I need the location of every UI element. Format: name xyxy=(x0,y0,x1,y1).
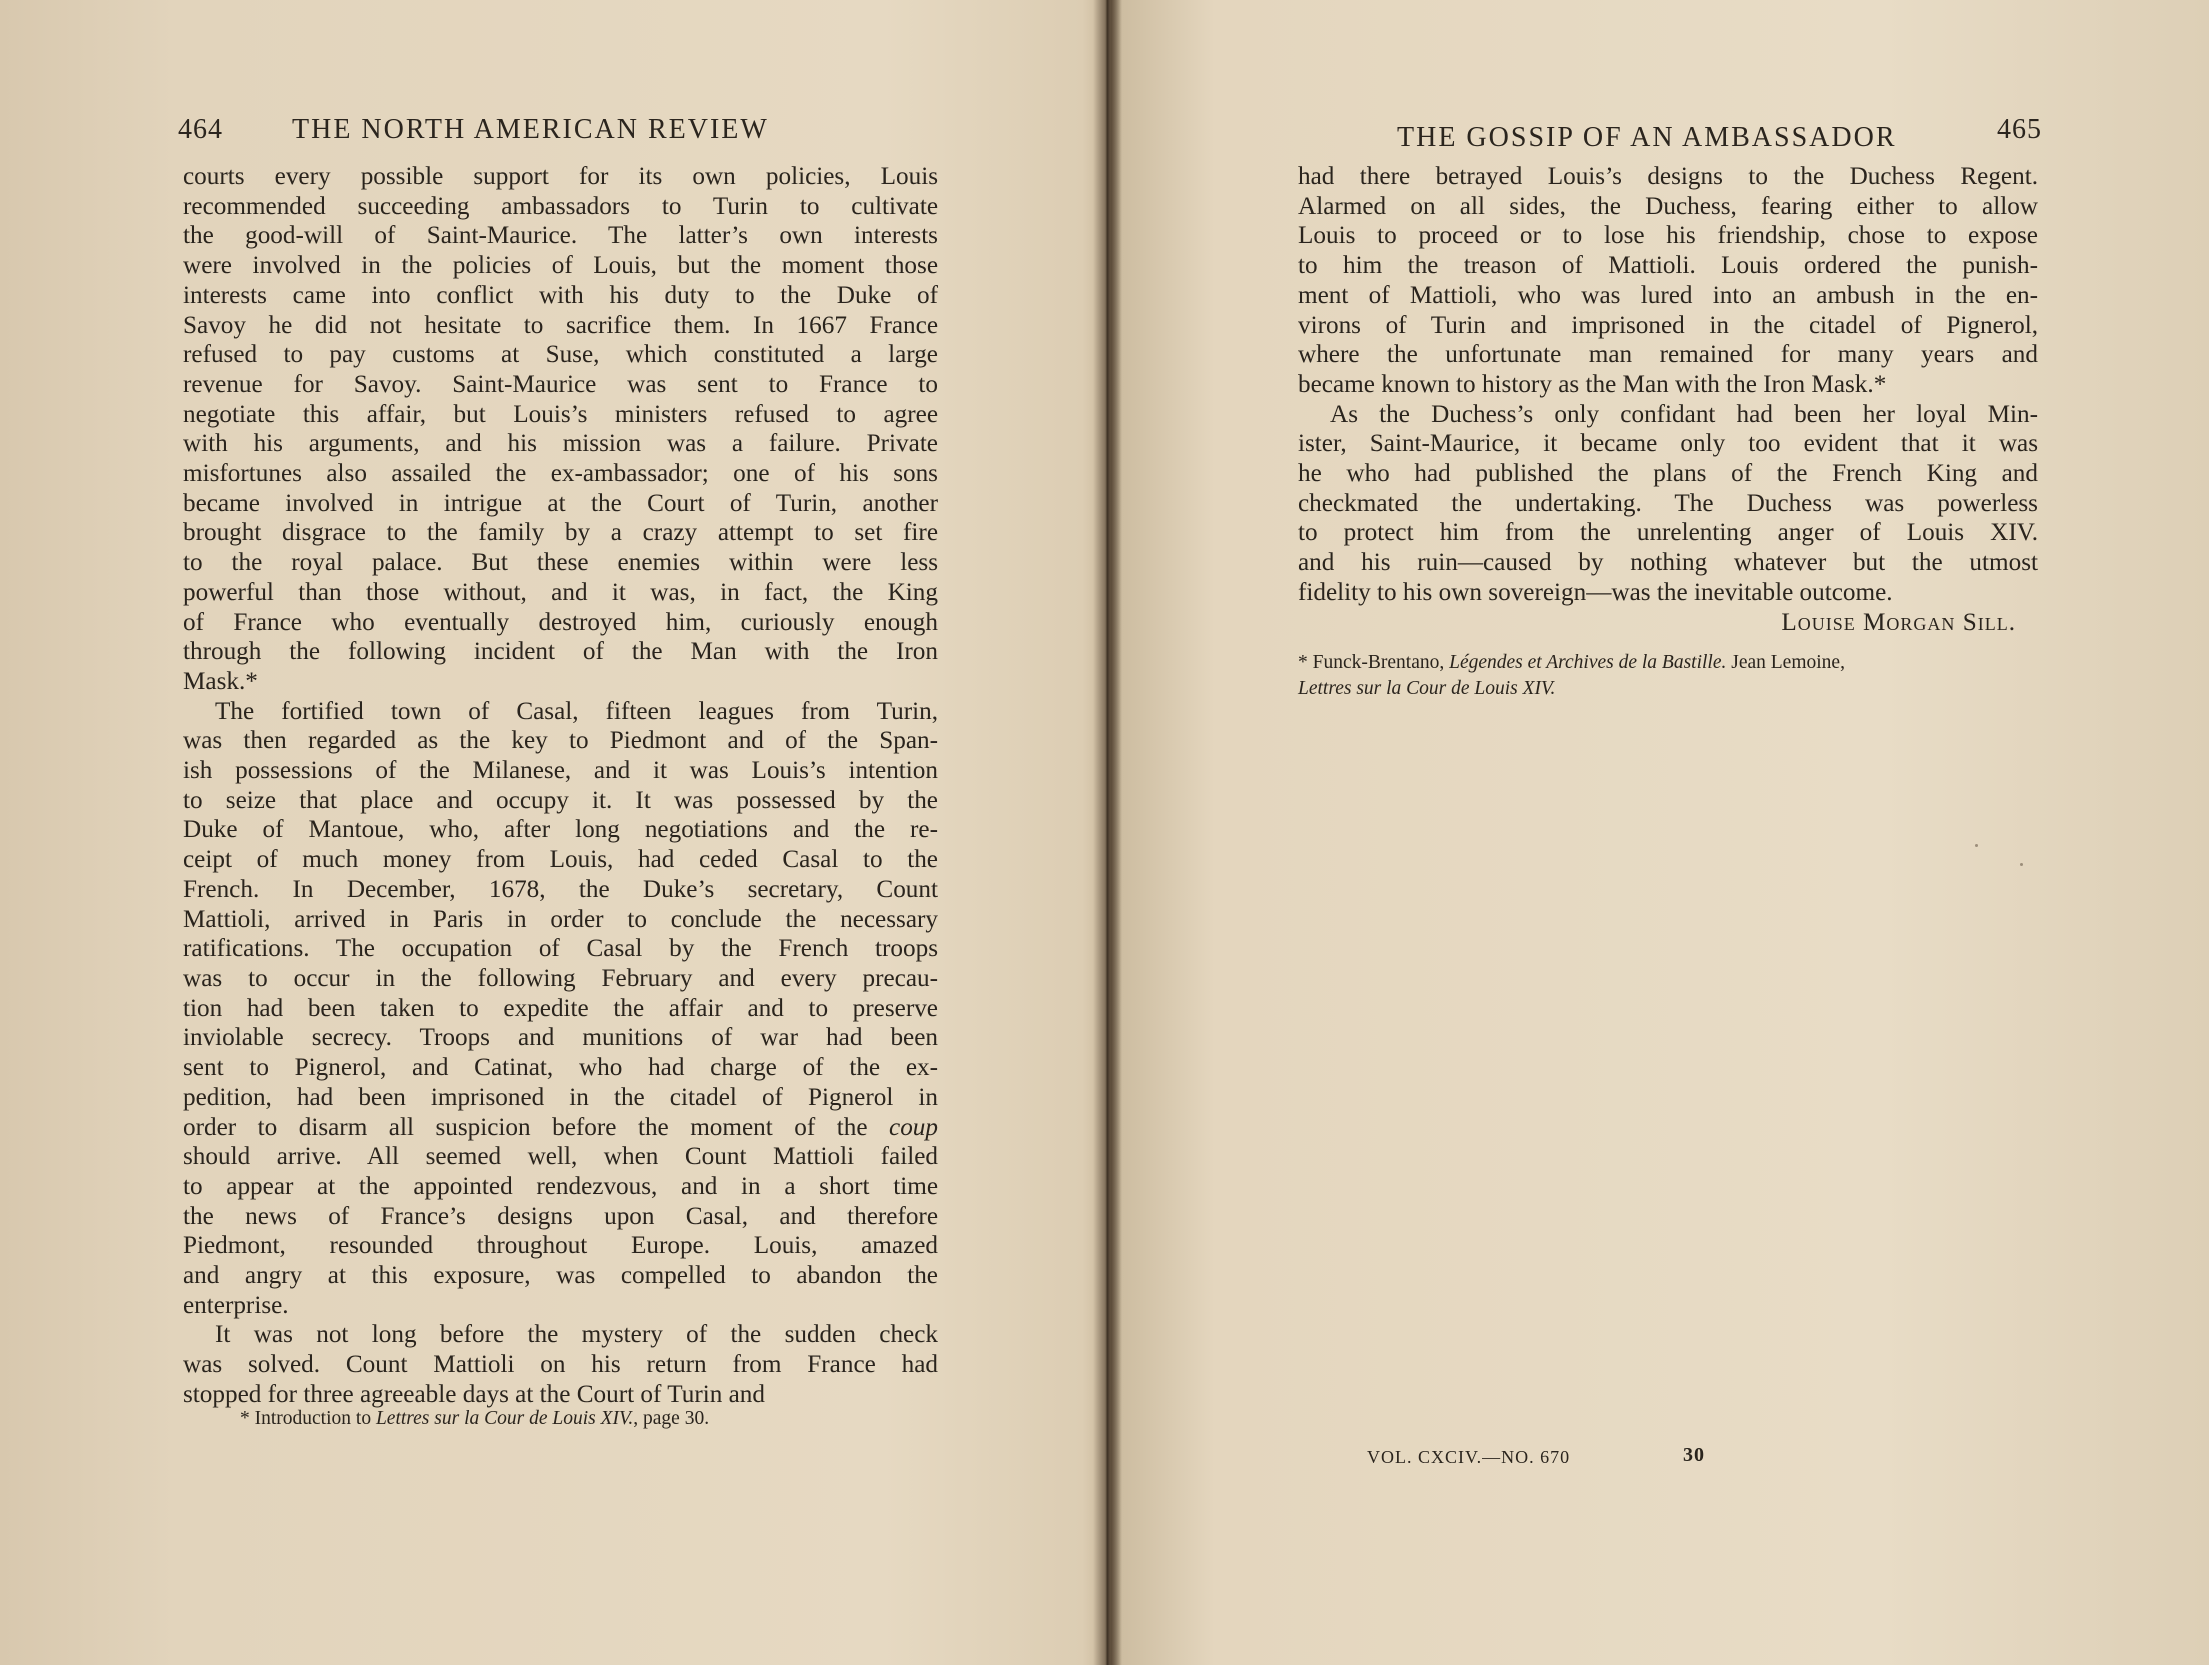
volume-signature: VOL. CXCIV.—NO. 670 xyxy=(1367,1447,1571,1467)
page-number: 464 xyxy=(178,114,223,145)
text-line: French. In December, 1678, the Duke’s secretary, Count xyxy=(183,875,938,903)
italic-word: coup xyxy=(889,1113,938,1141)
text-line: brought disgrace to the family by a crazy attempt to set fire xyxy=(183,519,938,547)
text-line: Alarmed on all sides, the Duchess, fearing either to allow xyxy=(1298,192,2038,220)
text-line: became known to history as the Man with the Iron Mask.* xyxy=(1298,370,1887,398)
page-number: 465 xyxy=(1997,114,2042,145)
body-text xyxy=(1298,162,2038,637)
text-line: Piedmont, resounded throughout Europe. Louis, amazed xyxy=(183,1232,938,1260)
text-line: to seize that place and occupy it. It was possessed by the xyxy=(183,786,938,814)
text-line: and angry at this exposure, was compelled to abandon the xyxy=(183,1262,938,1290)
text-line: misfortunes also assailed the ex-ambassador; one of his sons xyxy=(183,460,938,488)
text-line: negotiate this affair, but Louis’s ministers refused to agree xyxy=(183,400,938,428)
text-line: to the royal palace. But these enemies within were less xyxy=(183,549,938,577)
text-line: the good-will of Saint-Maurice. The latter’s own interests xyxy=(183,222,938,250)
left-page xyxy=(0,0,1093,1665)
text-line: As the Duchess’s only confidant had been her loyal Min- xyxy=(1330,400,2038,428)
text-line: The fortified town of Casal, fifteen leagues from Turin, xyxy=(215,697,938,725)
author-name: Louise Morgan Sill. xyxy=(1781,608,2016,636)
text-line: became involved in intrigue at the Court of Turin, another xyxy=(183,489,938,517)
text-line: fidelity to his own sovereign—was the inevitable outcome. xyxy=(1298,578,1893,606)
running-head: THE NORTH AMERICAN REVIEW xyxy=(292,114,769,145)
text-line: should arrive. All seemed well, when Count Mattioli failed xyxy=(183,1143,938,1171)
text-line: Duke of Mantoue, who, after long negotiations and the re- xyxy=(183,816,938,844)
text-line: stopped for three agreeable days at the Court of Turin and xyxy=(183,1380,765,1408)
text-line: Savoy he did not hesitate to sacrifice them. In 1667 France xyxy=(183,311,938,339)
paper-speck xyxy=(1975,844,1978,847)
footnote xyxy=(240,1406,709,1432)
text-line: courts every possible support for its own policies, Louis xyxy=(183,163,938,190)
text-line: to protect him from the unrelenting anger of Louis XIV. xyxy=(1298,519,2038,547)
text-line: ment of Mattioli, who was lured into an ambush in the en- xyxy=(1298,281,2038,309)
author-signature xyxy=(1298,608,2038,638)
paper-speck xyxy=(2020,863,2023,866)
text-line: he who had published the plans of the French King and xyxy=(1298,460,2038,488)
footnote-suffix: , page 30. xyxy=(633,1408,710,1429)
footnote-line xyxy=(1298,650,2038,676)
text-line: was to occur in the following February and every precau- xyxy=(183,964,938,992)
text-line: refused to pay customs at Suse, which constituted a large xyxy=(183,341,938,369)
footnote-title: Lettres sur la Cour de Louis XIV. xyxy=(375,1408,634,1429)
footnote-line xyxy=(1298,676,2038,702)
text-line: and his ruin—caused by nothing whatever but the utmost xyxy=(1298,549,2038,577)
text-line: where the unfortunate man remained for many years and xyxy=(1298,341,2038,369)
text-line: powerful than those without, and it was, in fact, the King xyxy=(183,578,938,606)
text-line: Mask.* xyxy=(183,667,258,695)
text-line: revenue for Savoy. Saint-Maurice was sent to France to xyxy=(183,370,938,398)
text-line: virons of Turin and imprisoned in the citadel of Pignerol, xyxy=(1298,311,2038,339)
text-line: sent to Pignerol, and Catinat, who had charge of the ex- xyxy=(183,1054,938,1082)
text-line: checkmated the undertaking. The Duchess was powerless xyxy=(1298,489,2038,517)
text-line: enterprise. xyxy=(183,1291,289,1319)
body-text xyxy=(183,162,938,1410)
text-line: ister, Saint-Maurice, it became only too evident that it was xyxy=(1298,430,2038,458)
text-line: tion had been taken to expedite the affair and to preserve xyxy=(183,994,938,1022)
text-line: inviolable secrecy. Troops and munitions of war had been xyxy=(183,1024,938,1052)
text-line: Mattioli, arrived in Paris in order to conclude the necessary xyxy=(183,905,938,933)
text-line: pedition, had been imprisoned in the citadel of Pignerol in xyxy=(183,1083,938,1111)
text-line: ceipt of much money from Louis, had ceded Casal to the xyxy=(183,846,938,874)
text-line: to appear at the appointed rendezvous, and in a short time xyxy=(183,1172,938,1200)
footnote-title: Légendes et Archives de la Bastille. xyxy=(1449,652,1727,673)
footnote-middle: Jean Lemoine, xyxy=(1726,652,1845,673)
book-gutter xyxy=(1093,0,1121,1665)
right-page xyxy=(1121,0,2209,1665)
gathering-number: 30 xyxy=(1683,1444,1705,1466)
footnote-title: Lettres sur la Cour de Louis XIV. xyxy=(1298,678,1556,699)
text-line: recommended succeeding ambassadors to Turin to cultivate xyxy=(183,192,938,220)
text-line: were involved in the policies of Louis, but the moment those xyxy=(183,252,938,280)
text-line: the news of France’s designs upon Casal, and therefore xyxy=(183,1202,938,1230)
text-line: It was not long before the mystery of the sudden check xyxy=(215,1321,938,1349)
footnote xyxy=(1298,650,2038,702)
text-line: of France who eventually destroyed him, curiously enough xyxy=(183,608,938,636)
text-line: order to disarm all suspicion before the moment of the coup xyxy=(183,1113,938,1141)
text-line: to him the treason of Mattioli. Louis ordered the punish- xyxy=(1298,252,2038,280)
footnote-prefix: * Funck-Brentano, xyxy=(1298,652,1450,673)
footnote-prefix: * Introduction to xyxy=(240,1408,376,1429)
text-line: with his arguments, and his mission was a failure. Private xyxy=(183,430,938,458)
text-line: through the following incident of the Man with the Iron xyxy=(183,638,938,666)
text-line: ratifications. The occupation of Casal by the French troops xyxy=(183,935,938,963)
text-line: was solved. Count Mattioli on his return from France had xyxy=(183,1351,938,1379)
text-line: ish possessions of the Milanese, and it was Louis’s intention xyxy=(183,757,938,785)
text-line: had there betrayed Louis’s designs to the Duchess Regent. xyxy=(1298,163,2038,190)
text-line: Louis to proceed or to lose his friendship, chose to expose xyxy=(1298,222,2038,250)
text-line: was then regarded as the key to Piedmont and of the Span- xyxy=(183,727,938,755)
text-line: interests came into conflict with his duty to the Duke of xyxy=(183,281,938,309)
running-head: THE GOSSIP OF AN AMBASSADOR xyxy=(1397,122,1897,153)
